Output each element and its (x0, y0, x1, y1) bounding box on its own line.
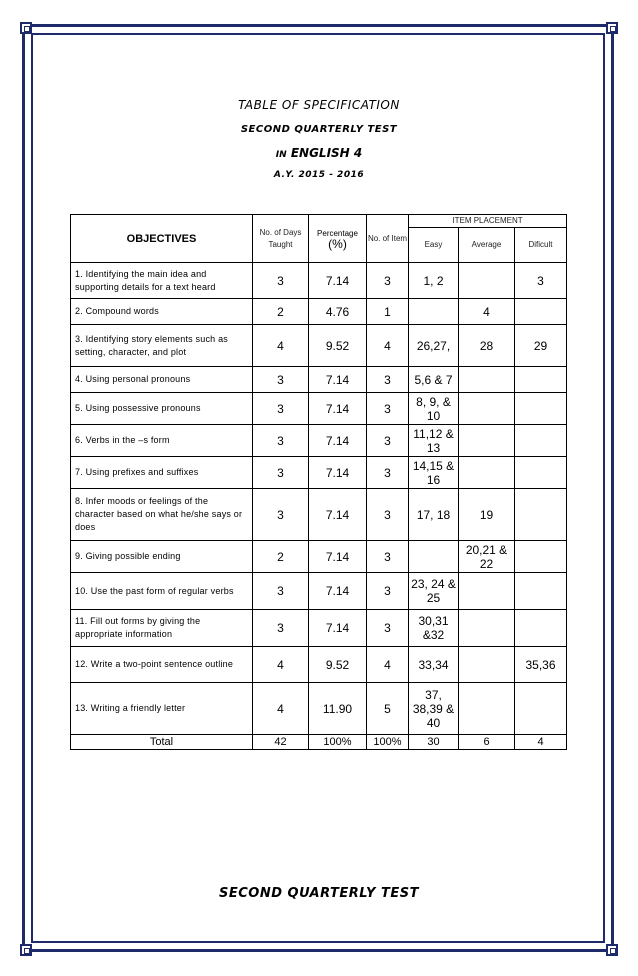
test-subtitle: SECOND QUARTERLY TEST (240, 124, 398, 135)
objective-cell: 13. Writing a friendly letter (71, 683, 253, 735)
days-cell: 3 (253, 610, 309, 647)
total-easy: 30 (409, 735, 459, 750)
table-row (71, 393, 567, 425)
difficult-cell (515, 393, 567, 425)
items-cell: 3 (367, 541, 409, 573)
average-cell (459, 393, 515, 425)
objective-cell: 11. Fill out forms by giving the appropriate information (71, 610, 253, 647)
difficult-cell (515, 367, 567, 393)
easy-cell: 5,6 & 7 (409, 367, 459, 393)
total-difficult: 4 (515, 735, 567, 750)
average-cell: 28 (459, 325, 515, 367)
corner-ornament (20, 944, 32, 956)
objective-cell: 2. Compound words (71, 299, 253, 325)
average-cell (459, 425, 515, 457)
header-days: No. of Days Taught (253, 215, 309, 263)
total-row (71, 735, 567, 750)
easy-cell (409, 299, 459, 325)
percentage-cell: 7.14 (309, 457, 367, 489)
items-cell: 3 (367, 367, 409, 393)
days-cell: 2 (253, 541, 309, 573)
table-row (71, 263, 567, 299)
percentage-cell: 7.14 (309, 393, 367, 425)
percentage-cell: 7.14 (309, 610, 367, 647)
items-cell: 3 (367, 573, 409, 610)
days-cell: 3 (253, 489, 309, 541)
days-cell: 3 (253, 425, 309, 457)
difficult-cell: 29 (515, 325, 567, 367)
percentage-cell: 7.14 (309, 367, 367, 393)
items-cell: 3 (367, 393, 409, 425)
average-cell: 20,21 & 22 (459, 541, 515, 573)
total-items: 100% (367, 735, 409, 750)
average-cell (459, 683, 515, 735)
easy-cell: 37, 38,39 & 40 (409, 683, 459, 735)
document-title: TABLE OF SPECIFICATION (238, 98, 400, 112)
average-cell (459, 367, 515, 393)
objective-cell: 3. Identifying story elements such as setting, character, and plot (71, 325, 253, 367)
difficult-cell (515, 573, 567, 610)
percentage-cell: 11.90 (309, 683, 367, 735)
percentage-cell: 9.52 (309, 647, 367, 683)
easy-cell: 8, 9, & 10 (409, 393, 459, 425)
objective-cell: 10. Use the past form of regular verbs (71, 573, 253, 610)
easy-cell: 33,34 (409, 647, 459, 683)
easy-cell: 23, 24 & 25 (409, 573, 459, 610)
objective-cell: 1. Identifying the main idea and supporting details for a text heard (71, 263, 253, 299)
subject-line (0, 146, 638, 160)
days-cell: 4 (253, 325, 309, 367)
table-row (71, 457, 567, 489)
difficult-cell (515, 457, 567, 489)
average-cell (459, 647, 515, 683)
difficult-cell (515, 299, 567, 325)
header-average: Average (459, 228, 515, 263)
header-objectives: OBJECTIVES (71, 215, 253, 263)
objective-cell: 6. Verbs in the –s form (71, 425, 253, 457)
percentage-cell: 7.14 (309, 541, 367, 573)
header-percentage-label: Percentage (317, 228, 358, 238)
percentage-cell: 7.14 (309, 573, 367, 610)
days-cell: 2 (253, 299, 309, 325)
percentage-cell: 7.14 (309, 489, 367, 541)
average-cell (459, 263, 515, 299)
subject-name: ENGLISH 4 (290, 146, 363, 160)
days-cell: 3 (253, 263, 309, 299)
objective-cell: 9. Giving possible ending (71, 541, 253, 573)
table-row (71, 573, 567, 610)
items-cell: 3 (367, 489, 409, 541)
easy-cell: 14,15 & 16 (409, 457, 459, 489)
corner-ornament (20, 22, 32, 34)
difficult-cell (515, 683, 567, 735)
table-row (71, 610, 567, 647)
items-cell: 3 (367, 610, 409, 647)
percentage-cell: 9.52 (309, 325, 367, 367)
items-cell: 3 (367, 457, 409, 489)
easy-cell: 30,31 &32 (409, 610, 459, 647)
items-cell: 1 (367, 299, 409, 325)
header-percentage-symbol: (%) (328, 236, 347, 251)
average-cell: 19 (459, 489, 515, 541)
average-cell (459, 610, 515, 647)
items-cell: 4 (367, 325, 409, 367)
days-cell: 3 (253, 573, 309, 610)
difficult-cell (515, 541, 567, 573)
objective-cell: 5. Using possessive pronouns (71, 393, 253, 425)
difficult-cell: 3 (515, 263, 567, 299)
total-label: Total (71, 735, 253, 750)
table-row (71, 489, 567, 541)
difficult-cell (515, 489, 567, 541)
percentage-cell: 7.14 (309, 263, 367, 299)
table-row (71, 541, 567, 573)
total-days: 42 (253, 735, 309, 750)
subject-prefix: IN (275, 150, 287, 160)
easy-cell: 1, 2 (409, 263, 459, 299)
average-cell (459, 573, 515, 610)
easy-cell: 11,12 & 13 (409, 425, 459, 457)
table-row (71, 647, 567, 683)
average-cell: 4 (459, 299, 515, 325)
items-cell: 4 (367, 647, 409, 683)
days-cell: 4 (253, 683, 309, 735)
days-cell: 3 (253, 457, 309, 489)
average-cell (459, 457, 515, 489)
objective-cell: 7. Using prefixes and suffixes (71, 457, 253, 489)
items-cell: 5 (367, 683, 409, 735)
days-cell: 3 (253, 367, 309, 393)
header-easy: Easy (409, 228, 459, 263)
items-cell: 3 (367, 263, 409, 299)
difficult-cell: 35,36 (515, 647, 567, 683)
difficult-cell (515, 425, 567, 457)
corner-ornament (606, 944, 618, 956)
percentage-cell: 4.76 (309, 299, 367, 325)
table-row (71, 683, 567, 735)
items-cell: 3 (367, 425, 409, 457)
objective-cell: 8. Infer moods or feelings of the character based on what he/she says or does (71, 489, 253, 541)
days-cell: 4 (253, 647, 309, 683)
objective-cell: 4. Using personal pronouns (71, 367, 253, 393)
footer-title: SECOND QUARTERLY TEST (219, 886, 419, 901)
header-items: No. of Item (367, 215, 409, 263)
easy-cell: 26,27, (409, 325, 459, 367)
table-row (71, 367, 567, 393)
header-percentage (309, 215, 367, 263)
easy-cell (409, 541, 459, 573)
objective-cell: 12. Write a two-point sentence outline (71, 647, 253, 683)
table-row (71, 299, 567, 325)
total-average: 6 (459, 735, 515, 750)
easy-cell: 17, 18 (409, 489, 459, 541)
header-difficult: Dificult (515, 228, 567, 263)
specification-table (70, 214, 567, 750)
days-cell: 3 (253, 393, 309, 425)
school-year: A.Y. 2015 - 2016 (273, 170, 365, 180)
table-row (71, 425, 567, 457)
header-item-placement: ITEM PLACEMENT (409, 215, 567, 228)
table-row (71, 325, 567, 367)
percentage-cell: 7.14 (309, 425, 367, 457)
total-percentage: 100% (309, 735, 367, 750)
corner-ornament (606, 22, 618, 34)
difficult-cell (515, 610, 567, 647)
